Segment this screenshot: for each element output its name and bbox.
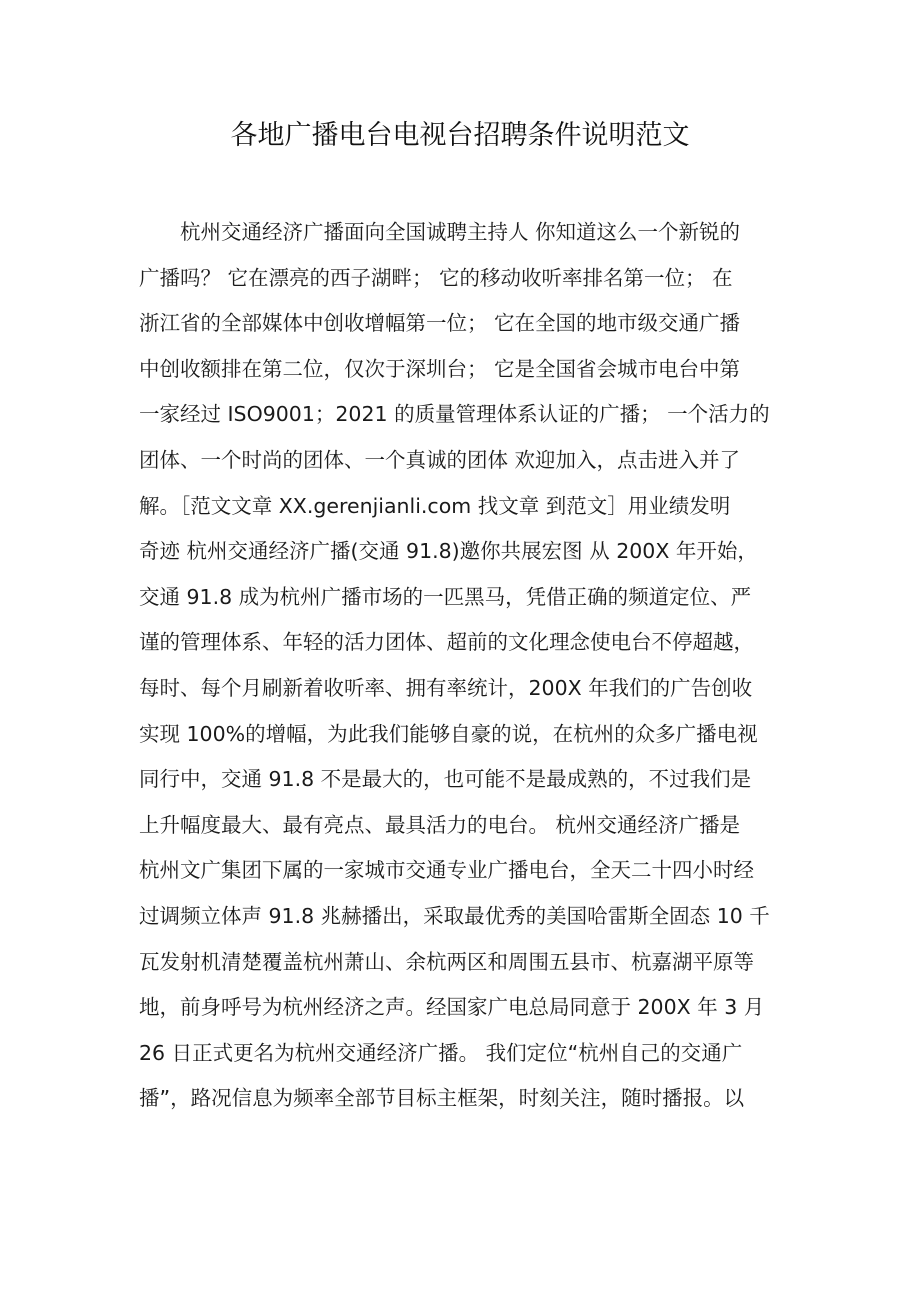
body-line: 杭州文广集团下属的一家城市交通专业广播电台，全天二十四小时经 [139,858,754,883]
body-line: 广播吗？ 它在漂亮的西子湖畔； 它的移动收听率排名第一位； 在 [139,265,733,290]
body-line: 地，前身呼号为杭州经济之声。经国家广电总局同意于 200X 年 3 月 [139,995,765,1020]
body-line: 团体、一个时尚的团体、一个真诚的团体 欢迎加入，点击进入并了 [139,447,741,472]
body-line: 上升幅度最大、最有亮点、最具活力的电台。 杭州交通经济广播是 [139,812,741,837]
body-line: 瓦发射机清楚覆盖杭州萧山、余杭两区和周围五县市、杭嘉湖平原等 [139,949,754,974]
body-line: 一家经过 ISO9001；2021 的质量管理体系认证的广播； 一个活力的 [139,402,770,427]
body-line: 解。［范文文章 XX.gerenjianli.com 找文章 到范文］用业绩发明 [139,493,731,518]
body-line: 杭州交通经济广播面向全国诚聘主持人 你知道这么一个新锐的 [180,220,741,244]
document-title: 各地广播电台电视台招聘条件说明范文 [230,120,690,151]
body-line: 中创收额排在第二位，仅次于深圳台； 它是全国省会城市电台中第 [139,356,741,381]
body-line: 每时、每个月刷新着收听率、拥有率统计，200X 年我们的广告创收 [139,675,753,700]
body-line: 谨的管理体系、年轻的活力团体、超前的文化理念使电台不停超越， [139,630,754,655]
body-line: 过调频立体声 91.8 兆赫播出，采取最优秀的美国哈雷斯全固态 10 千 [139,903,770,928]
body-line: 26 日正式更名为杭州交通经济广播。 我们定位“杭州自己的交通广 [139,1040,743,1065]
body-line: 播”，路况信息为频率全部节目标主框架，时刻关注，随时播报。以 [139,1086,745,1111]
body-line: 交通 91.8 成为杭州广播市场的一匹黑马，凭借正确的频道定位、严 [139,584,752,609]
body-line: 同行中，交通 91.8 不是最大的，也可能不是最成熟的，不过我们是 [139,767,752,792]
document-body [139,210,799,1122]
body-line: 奇迹 杭州交通经济广播(交通 91.8)邀你共展宏图 从 200X 年开始， [139,539,758,564]
body-line: 实现 100%的增幅，为此我们能够自豪的说，在杭州的众多广播电视 [139,721,758,746]
body-line: 浙江省的全部媒体中创收增幅第一位； 它在全国的地市级交通广播 [139,311,741,336]
